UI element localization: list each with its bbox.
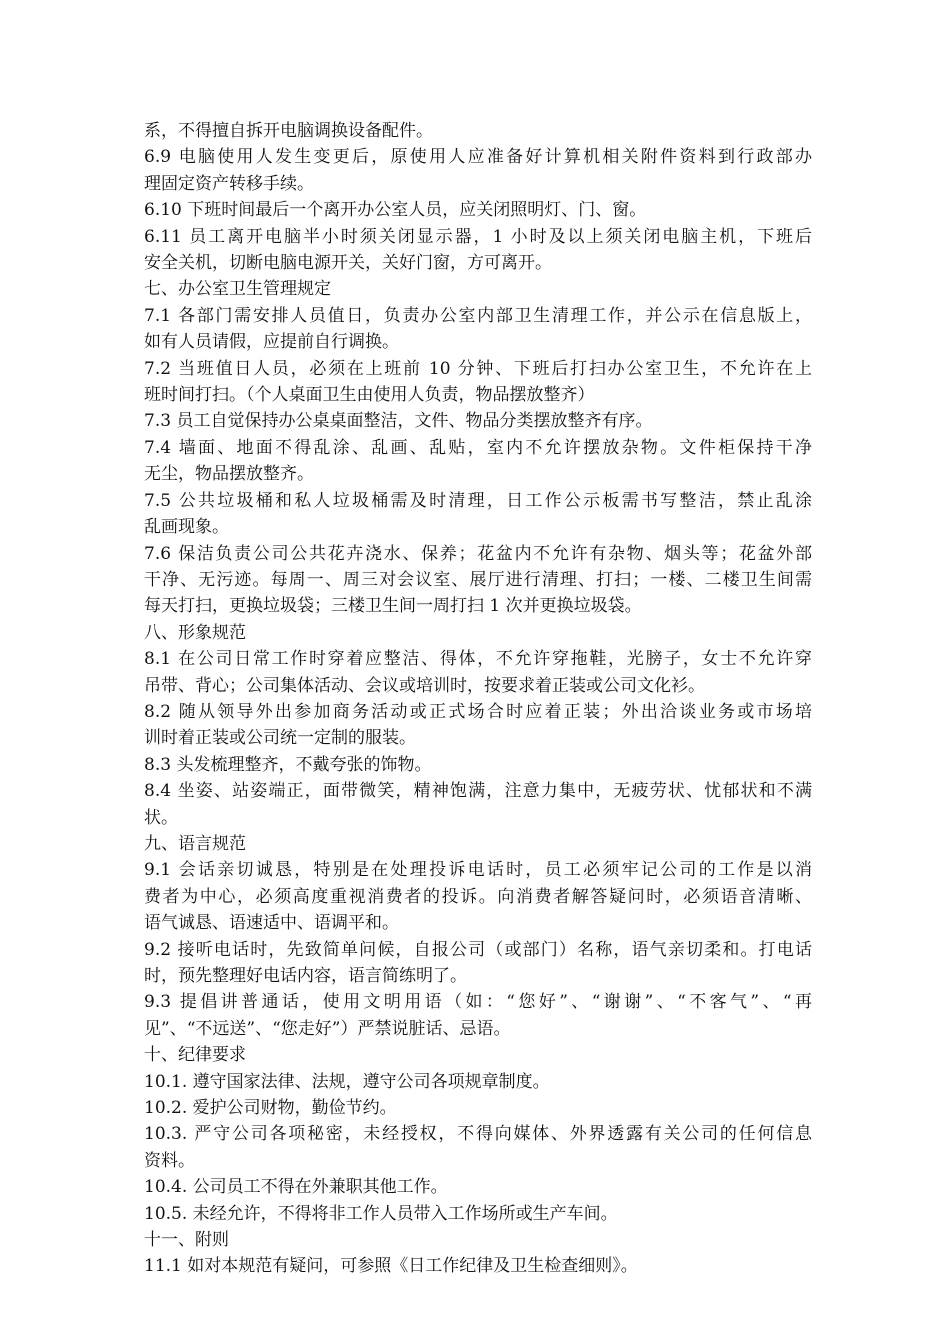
text-line: 10.2. 爱护公司财物，勤俭节约。 — [144, 1098, 397, 1119]
text-line: 10.5. 未经允许，不得将非工作人员带入工作场所或生产车间。 — [144, 1203, 618, 1224]
text-line: 7.5 公共垃圾桶和私人垃圾桶需及时清理，日工作公示板需书写整洁，禁止乱涂 — [144, 490, 812, 511]
text-line: 6.9 电脑使用人发生变更后，原使用人应准备好计算机相关附件资料到行政部办 — [144, 147, 812, 168]
paragraph — [144, 1253, 812, 1279]
document-page — [144, 118, 812, 1280]
text-line: 十、纪律要求 — [144, 1045, 246, 1066]
text-line: 9.3 提倡讲普通话，使用文明用语（如：“您好”、“谢谢”、“不客气”、“再 — [144, 992, 812, 1013]
text-line: 10.1. 遵守国家法律、法规，遵守公司各项规章制度。 — [144, 1071, 550, 1092]
paragraph — [144, 541, 812, 620]
text-line: 7.6 保洁负责公司公共花卉浇水、保养；花盆内不允许有杂物、烟头等；花盆外部 — [144, 543, 812, 564]
paragraph — [144, 118, 812, 144]
text-line: 训时着正装或公司统一定制的服装。 — [144, 728, 416, 749]
text-line: 6.11 员工离开电脑半小时须关闭显示器，1 小时及以上须关闭电脑主机，下班后 — [144, 226, 812, 247]
text-line: 9.2 接听电话时，先致简单问候，自报公司（或部门）名称，语气亲切柔和。打电话 — [144, 939, 812, 960]
section-heading — [144, 276, 812, 302]
text-line: 状。 — [144, 807, 178, 828]
paragraph — [144, 303, 812, 356]
text-line: 8.2 随从领导外出参加商务活动或正式场合时应着正装；外出洽谈业务或市场培 — [144, 701, 812, 722]
text-line: 每天打扫，更换垃圾袋；三楼卫生间一周打扫 1 次并更换垃圾袋。 — [144, 596, 642, 617]
paragraph — [144, 1174, 812, 1200]
paragraph — [144, 197, 812, 223]
text-line: 11.1 如对本规范有疑问，可参照《日工作纪律及卫生检查细则》。 — [144, 1256, 638, 1277]
paragraph — [144, 435, 812, 488]
text-line: 九、语言规范 — [144, 833, 246, 854]
text-line: 系，不得擅自拆开电脑调换设备配件。 — [144, 121, 433, 141]
section-heading — [144, 831, 812, 857]
paragraph — [144, 937, 812, 990]
text-line: 十一、附则 — [144, 1230, 229, 1251]
text-line: 资料。 — [144, 1150, 195, 1171]
text-line: 8.4 坐姿、站姿端正，面带微笑，精神饱满，注意力集中，无疲劳状、忧郁状和不满 — [144, 781, 812, 802]
text-line: 安全关机，切断电脑电源开关，关好门窗，方可离开。 — [144, 253, 552, 274]
text-line: 如有人员请假，应提前自行调换。 — [144, 332, 399, 353]
text-line: 7.4 墙面、地面不得乱涂、乱画、乱贴，室内不允许摆放杂物。文件柜保持干净 — [144, 437, 812, 458]
paragraph — [144, 989, 812, 1042]
text-line: 7.1 各部门需安排人员值日，负责办公室内部卫生清理工作，并公示在信息版上， — [144, 305, 812, 326]
paragraph — [144, 699, 812, 752]
paragraph — [144, 408, 812, 434]
text-line: 10.4. 公司员工不得在外兼职其他工作。 — [144, 1177, 448, 1198]
paragraph — [144, 1201, 812, 1227]
text-line: 理固定资产转移手续。 — [144, 173, 314, 194]
paragraph — [144, 778, 812, 831]
text-line: 八、形象规范 — [144, 622, 246, 643]
text-line: 乱画现象。 — [144, 517, 229, 538]
text-line: 10.3. 严守公司各项秘密，未经授权，不得向媒体、外界透露有关公司的任何信息 — [144, 1124, 812, 1145]
paragraph — [144, 144, 812, 197]
paragraph — [144, 1069, 812, 1095]
paragraph — [144, 1121, 812, 1174]
paragraph — [144, 224, 812, 277]
text-line: 班时间打扫。（个人桌面卫生由使用人负责，物品摆放整齐） — [144, 385, 595, 406]
text-line: 费者为中心，必须高度重视消费者的投诉。向消费者解答疑问时，必须语音清晰、 — [144, 886, 812, 907]
paragraph — [144, 857, 812, 936]
text-line: 7.2 当班值日人员，必须在上班前 10 分钟、下班后打扫办公室卫生，不允许在上 — [144, 358, 812, 379]
paragraph — [144, 752, 812, 778]
text-line: 无尘，物品摆放整齐。 — [144, 464, 314, 485]
section-heading — [144, 620, 812, 646]
text-line: 6.10 下班时间最后一个离开办公室人员，应关闭照明灯、门、窗。 — [144, 200, 647, 221]
paragraph — [144, 646, 812, 699]
text-line: 9.1 会话亲切诚恳，特别是在处理投诉电话时，员工必须牢记公司的工作是以消 — [144, 860, 812, 881]
section-heading — [144, 1042, 812, 1068]
text-line: 时，预先整理好电话内容，语言简练明了。 — [144, 966, 467, 986]
paragraph — [144, 488, 812, 541]
text-line: 8.3 头发梳理整齐，不戴夸张的饰物。 — [144, 754, 432, 775]
text-line: 8.1 在公司日常工作时穿着应整洁、得体，不允许穿拖鞋，光膀子，女士不允许穿 — [144, 649, 812, 670]
paragraph — [144, 1095, 812, 1121]
text-line: 见”、“不远送”、“您走好”）严禁说脏话、忌语。 — [144, 1018, 511, 1039]
paragraph — [144, 356, 812, 409]
section-heading — [144, 1227, 812, 1253]
text-line: 七、办公室卫生管理规定 — [144, 279, 331, 300]
text-line: 干净、无污迹。每周一、周三对会议室、展厅进行清理、打扫；一楼、二楼卫生间需 — [144, 569, 812, 590]
text-line: 语气诚恳、语速适中、语调平和。 — [144, 913, 399, 934]
text-line: 7.3 员工自觉保持办公桌桌面整洁，文件、物品分类摆放整齐有序。 — [144, 411, 653, 432]
text-line: 吊带、背心；公司集体活动、会议或培训时，按要求着正装或公司文化衫。 — [144, 675, 705, 696]
